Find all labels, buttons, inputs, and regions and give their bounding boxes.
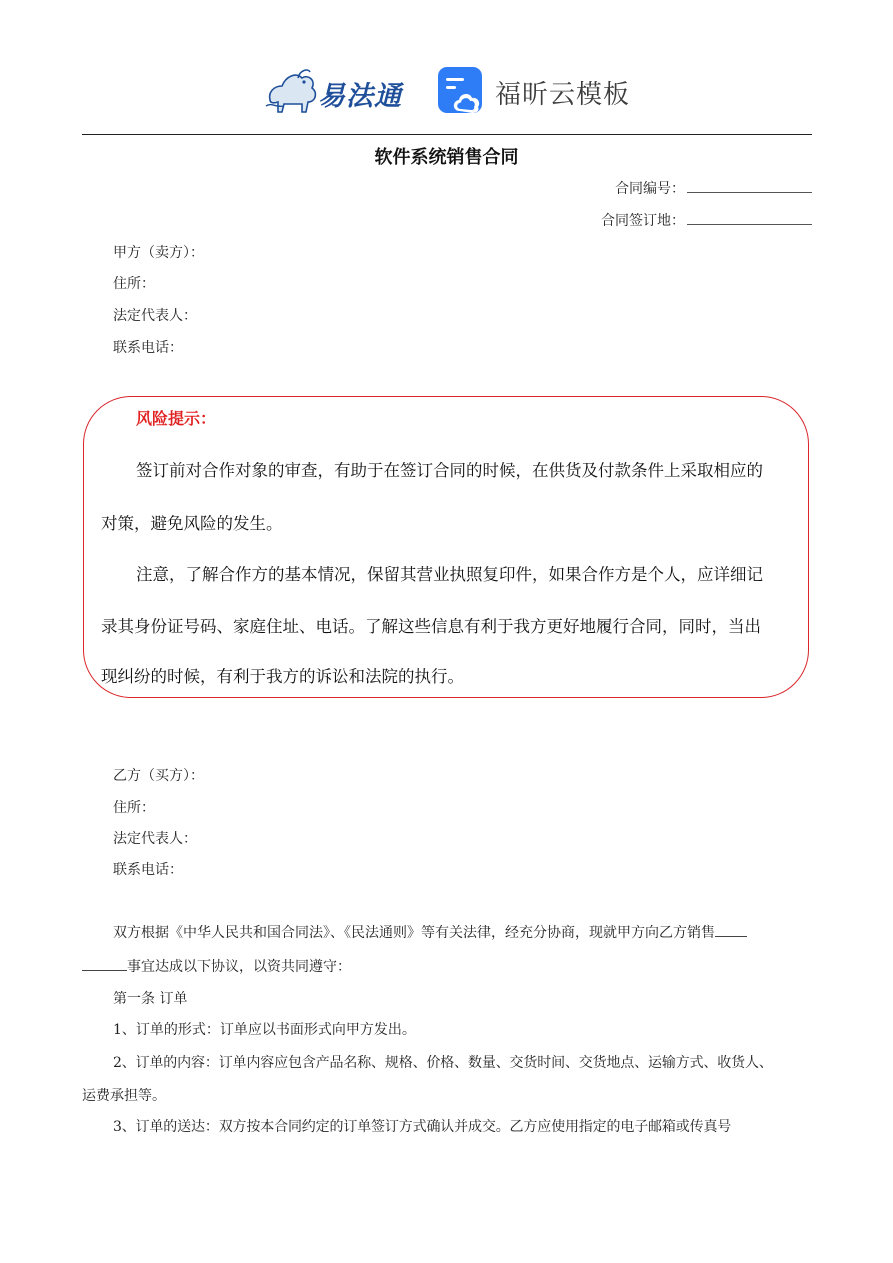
- product-blank[interactable]: [715, 925, 747, 937]
- product-blank-continued[interactable]: [82, 959, 127, 971]
- yifatong-wordmark: 易法通: [318, 81, 402, 112]
- contract-number-line: [615, 178, 812, 198]
- party-b-address: 住所：: [113, 800, 155, 816]
- intro-paragraph-line-1: [113, 922, 747, 942]
- document-title: 软件系统销售合同: [374, 147, 519, 168]
- sign-place-blank[interactable]: [687, 213, 812, 225]
- risk-text-line: 签订前对合作对象的审查，有助于在签订合同的时候，在供货及付款条件上采取相应的: [136, 461, 763, 480]
- party-a-representative: 法定代表人：: [113, 308, 197, 324]
- party-b-name: 乙方（买方）：: [113, 768, 204, 784]
- article-1-item-3: 3、订单的送达：双方按本合同约定的订单签订方式确认并成交。乙方应使用指定的电子邮箱或传真号: [113, 1119, 732, 1135]
- yifatong-logo: [262, 62, 412, 118]
- sign-place-line: [601, 210, 812, 230]
- contract-number-label: 合同编号：: [615, 181, 685, 197]
- party-b-phone: 联系电话：: [113, 862, 183, 878]
- risk-warning-title: 风险提示：: [136, 409, 217, 428]
- article-1-item-1: 1、订单的形式：订单应以书面形式向甲方发出。: [113, 1022, 416, 1038]
- foxit-template-logo: [436, 64, 636, 118]
- party-a-address: 住所：: [113, 276, 155, 292]
- party-a-phone: 联系电话：: [113, 340, 183, 356]
- party-b-representative: 法定代表人：: [113, 831, 197, 847]
- contract-number-blank[interactable]: [687, 181, 812, 193]
- article-1-item-2: 2、订单的内容：订单内容应包含产品名称、规格、价格、数量、交货时间、交货地点、运输方式、收货人、: [113, 1055, 773, 1071]
- risk-text-line: 对策，避免风险的发生。: [101, 514, 283, 533]
- risk-warning-box: [83, 396, 809, 698]
- qilin-icon: [262, 62, 322, 118]
- party-a-name: 甲方（卖方）：: [113, 245, 204, 261]
- article-1-heading: 第一条 订单: [113, 991, 188, 1007]
- article-1-item-2-continued: 运费承担等。: [82, 1088, 166, 1104]
- header-divider: [82, 134, 812, 135]
- risk-text-line: 现纠纷的时候，有利于我方的诉讼和法院的执行。: [101, 667, 464, 686]
- header-logos: [0, 58, 893, 122]
- intro-text-2: 事宜达成以下协议，以资共同遵守：: [127, 959, 351, 975]
- intro-paragraph-line-2: [82, 956, 351, 976]
- risk-text-line: 注意，了解合作方的基本情况，保留其营业执照复印件，如果合作方是个人，应详细记: [136, 565, 763, 584]
- intro-text-1: 双方根据《中华人民共和国合同法》、《民法通则》等有关法律，经充分协商，现就甲方向乙方销售: [113, 925, 715, 941]
- risk-text-line: 录其身份证号码、家庭住址、电话。了解这些信息有利于我方更好地履行合同，同时，当出: [101, 617, 761, 636]
- sign-place-label: 合同签订地：: [601, 213, 685, 229]
- foxit-wordmark: 福昕云模板: [495, 80, 631, 110]
- cloud-document-icon: [436, 65, 486, 117]
